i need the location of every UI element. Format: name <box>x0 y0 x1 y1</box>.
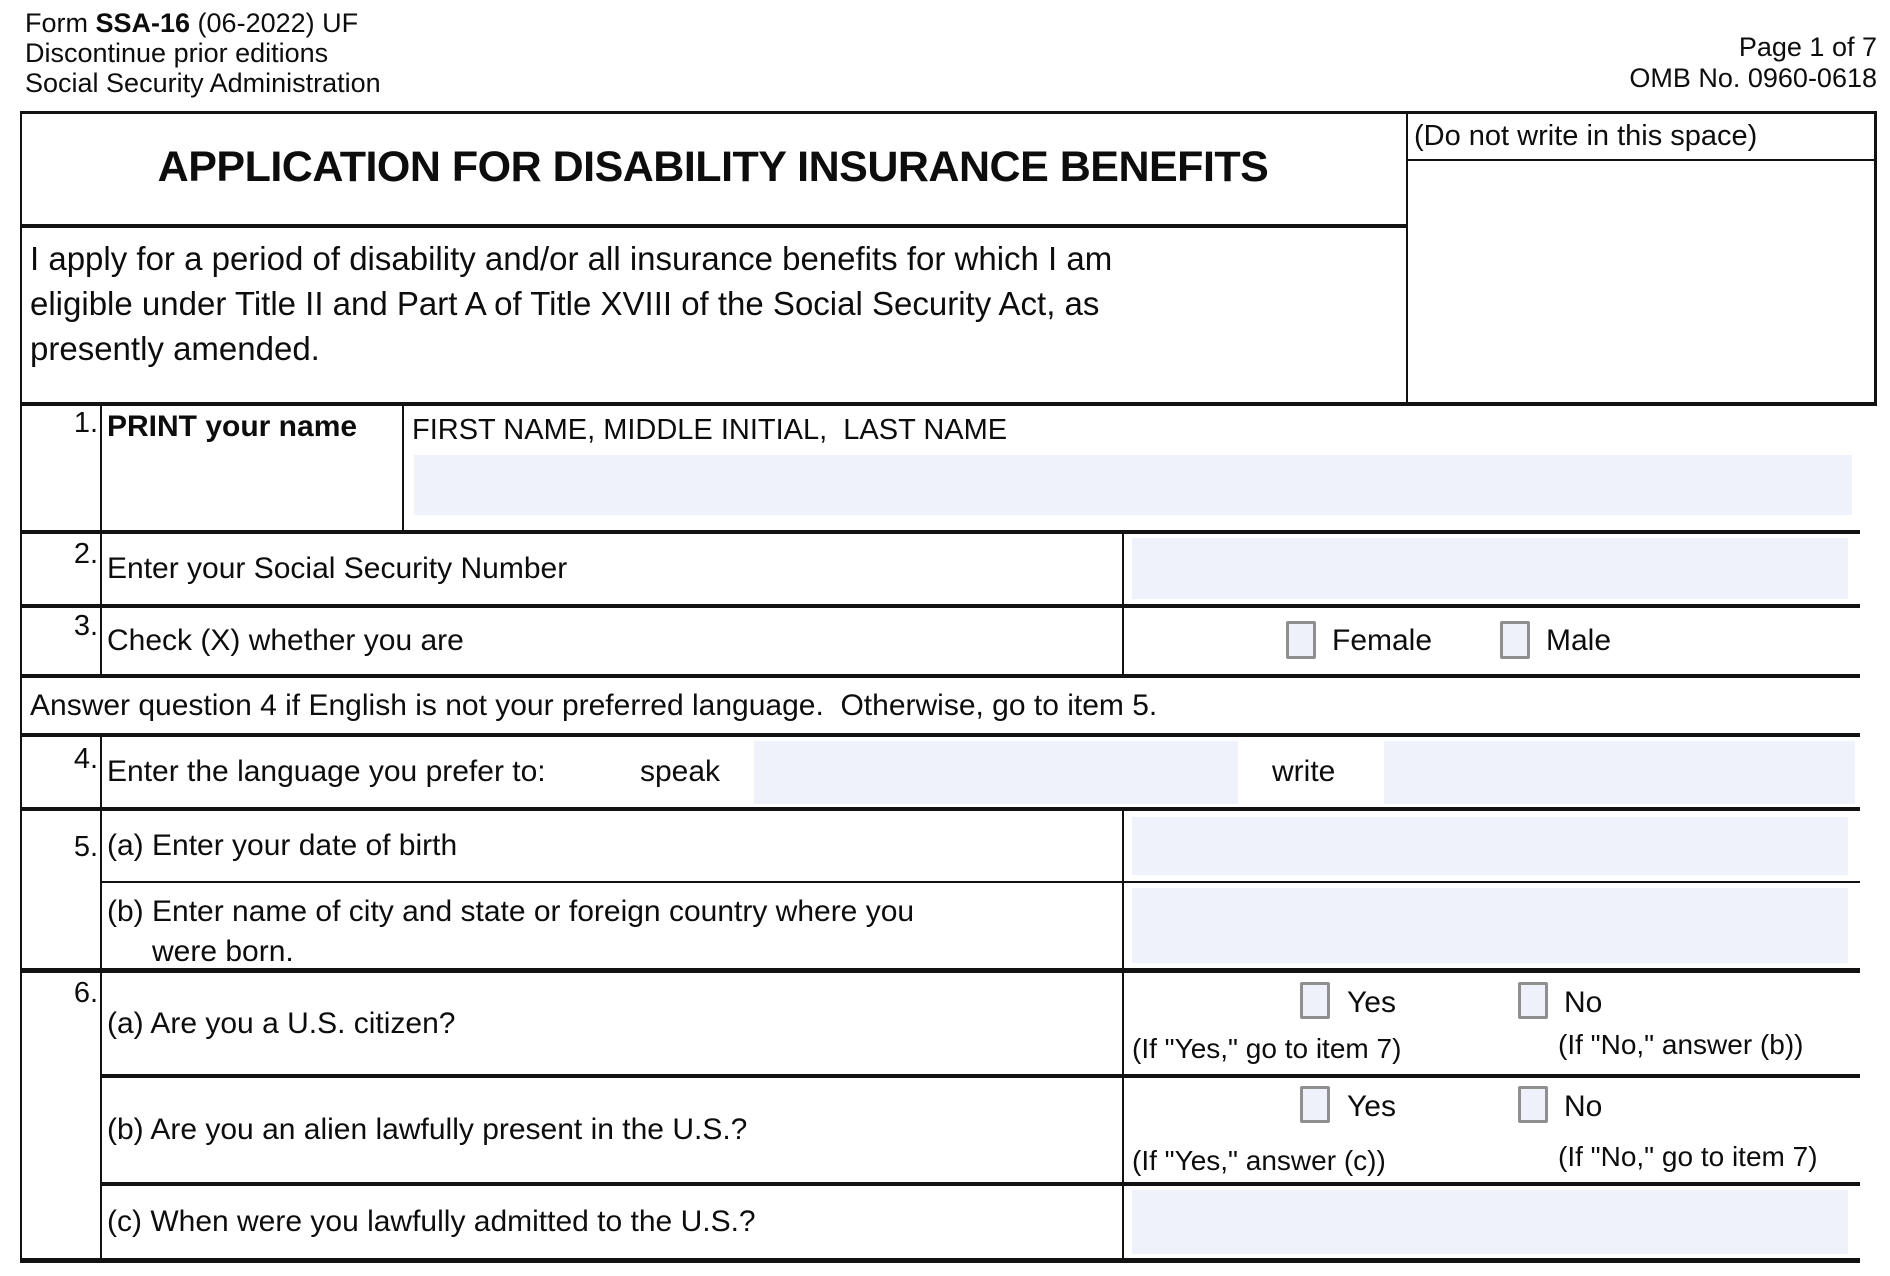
speak-label: speak <box>640 755 721 788</box>
write-label: write <box>1272 755 1336 788</box>
item6a-yes-checkbox[interactable] <box>1300 982 1330 1019</box>
item6a-no-note: (If "No," answer (b)) <box>1558 1029 1804 1060</box>
item6b-yes-note: (If "Yes," answer (c)) <box>1132 1145 1386 1176</box>
item2-label: Enter your Social Security Number <box>107 552 568 585</box>
row5a-divider <box>100 881 1860 883</box>
item2-label-cell <box>107 534 1107 604</box>
male-label-cell <box>1546 608 1611 674</box>
item6b-yes-checkbox[interactable] <box>1300 1086 1330 1123</box>
discontinue-note: Discontinue prior editions <box>25 38 329 68</box>
write-label-cell <box>1272 737 1335 807</box>
item4-label-cell <box>107 737 637 807</box>
item6c-label-cell <box>107 1186 1107 1258</box>
number-column-line-upper <box>100 402 102 674</box>
do-not-write-label: (Do not write in this space) <box>1414 120 1758 152</box>
item6-number: 6. <box>73 977 98 1009</box>
item6b-label-cell <box>107 1078 1107 1182</box>
item4-number: 4. <box>73 743 98 775</box>
item5-number: 5. <box>73 831 98 863</box>
female-label-cell <box>1332 608 1432 674</box>
item6a-yes-note: (If "Yes," go to item 7) <box>1132 1033 1402 1064</box>
answer-column-line-lower <box>1122 811 1124 1258</box>
date-of-birth-input[interactable] <box>1132 817 1848 875</box>
male-checkbox[interactable] <box>1500 621 1530 659</box>
item6a-no-label: No <box>1564 986 1603 1019</box>
form-prefix: Form <box>25 8 96 38</box>
male-label: Male <box>1546 624 1612 657</box>
form-number: SSA-16 <box>95 8 191 38</box>
form-id-block <box>25 8 381 98</box>
question4-note: Answer question 4 if English is not your preferred language. Otherwise, go to item 5. <box>30 688 1158 722</box>
page-number: Page 1 of 7 <box>1738 32 1877 62</box>
page-meta-block <box>1629 32 1877 94</box>
item3-label: Check (X) whether you are <box>107 624 464 657</box>
ssn-input[interactable] <box>1132 538 1848 599</box>
item2-number: 2. <box>73 538 98 570</box>
item3-number: 3. <box>73 610 98 642</box>
name-input[interactable] <box>414 455 1852 515</box>
omb-number: OMB No. 0960-0618 <box>1629 63 1877 93</box>
title-underline <box>20 224 1408 228</box>
do-not-write-underline <box>1408 159 1874 161</box>
item3-label-cell <box>107 608 1107 674</box>
item6a-yes-label: Yes <box>1347 986 1396 1019</box>
table-top-border <box>20 402 1877 406</box>
language-write-input[interactable] <box>1384 741 1855 804</box>
item5a-label: (a) Enter your date of birth <box>107 829 458 862</box>
row1-cell-divider <box>402 402 404 530</box>
female-label: Female <box>1332 624 1433 657</box>
item6a-label: (a) Are you a U.S. citizen? <box>107 1006 456 1040</box>
admitted-date-input[interactable] <box>1132 1190 1848 1254</box>
item1-name-caption: FIRST NAME, MIDDLE INITIAL, LAST NAME <box>412 414 1008 446</box>
form-edition: (06-2022) UF <box>190 8 359 38</box>
item5b-label-line2: were born. <box>152 935 294 968</box>
item5a-label-cell <box>107 811 1107 881</box>
item6b-label: (b) Are you an alien lawfully present in the U.S.? <box>107 1113 748 1146</box>
item1-label: PRINT your name <box>107 410 358 443</box>
intro-paragraph: I apply for a period of disability and/or all insurance benefits for which I am eligible under Title II and Part A of Title XVIII of the Social Security Act, as presently amended. <box>30 240 1122 367</box>
title-box-divider <box>1406 111 1408 406</box>
female-checkbox[interactable] <box>1286 621 1316 659</box>
item6a-label-cell <box>107 973 1107 1074</box>
speak-label-cell <box>640 737 720 807</box>
item6a-no-checkbox[interactable] <box>1518 982 1548 1019</box>
page-title: APPLICATION FOR DISABILITY INSURANCE BENEFITS <box>157 143 1269 191</box>
table-bottom-border <box>20 1258 1860 1263</box>
item5b-label-line1: (b) Enter name of city and state or foreign country where you <box>107 895 915 928</box>
birthplace-input[interactable] <box>1132 888 1848 963</box>
item4-label: Enter the language you prefer to: <box>107 755 546 788</box>
right-border-top <box>1874 111 1877 406</box>
item5b-label-block <box>107 892 914 972</box>
form-number-line <box>25 8 381 38</box>
item6b-no-note: (If "No," go to item 7) <box>1558 1141 1818 1172</box>
item6b-no-label: No <box>1564 1090 1603 1123</box>
language-speak-input[interactable] <box>754 741 1238 804</box>
question4-note-cell <box>30 678 1630 733</box>
item6b-yes-label: Yes <box>1347 1090 1396 1123</box>
item6b-no-checkbox[interactable] <box>1518 1086 1548 1123</box>
item6c-label: (c) When were you lawfully admitted to the U.S.? <box>107 1205 756 1238</box>
item1-number: 1. <box>73 407 98 439</box>
agency-name: Social Security Administration <box>25 68 381 98</box>
